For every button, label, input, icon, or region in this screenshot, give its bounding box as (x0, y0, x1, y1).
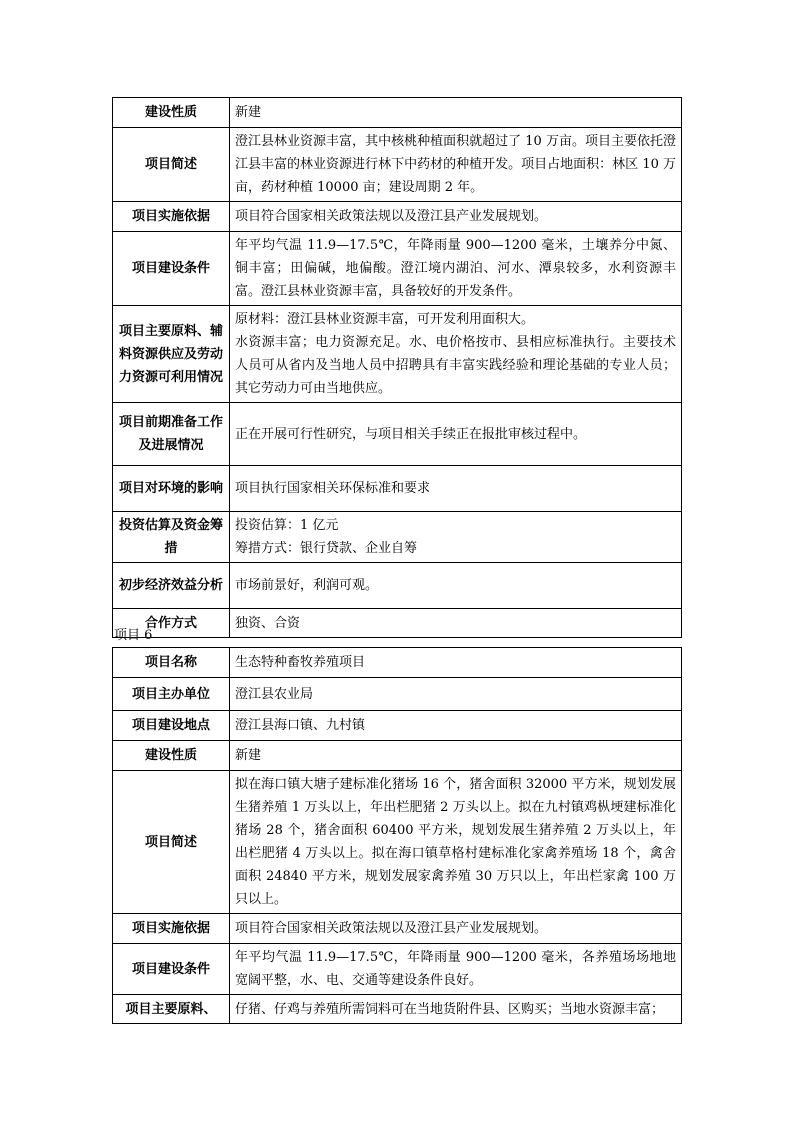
row-label: 项目简述 (113, 128, 230, 202)
row-label: 合作方式 (113, 609, 230, 638)
table-row (113, 403, 682, 466)
table-row (113, 771, 682, 914)
row-label: 项目前期准备工作及进展情况 (113, 403, 230, 466)
value-paragraph: 仔猪、仔鸡与养殖所需饲料可在当地货附件县、区购买；当地水资源丰富； (235, 1001, 665, 1017)
row-label: 项目建设地点 (113, 711, 230, 741)
table-row (113, 609, 682, 638)
table-row (113, 914, 682, 944)
row-value (230, 678, 682, 711)
row-value (230, 403, 682, 466)
table-row (113, 466, 682, 512)
value-paragraph: 项目符合国家相关政策法规以及澄江县产业发展规划。 (235, 921, 548, 936)
section-label: 项目 6 (114, 628, 153, 643)
value-paragraph: 新建 (235, 748, 262, 763)
row-value (230, 944, 682, 995)
table-row (113, 128, 682, 202)
row-label: 项目建设条件 (113, 232, 230, 306)
table-row (113, 232, 682, 306)
row-value (230, 232, 682, 306)
value-paragraph: 项目执行国家相关环保标准和要求 (235, 481, 431, 496)
row-value (230, 914, 682, 944)
row-value (230, 563, 682, 609)
table-row (113, 711, 682, 741)
row-value (230, 306, 682, 403)
value-paragraph: 拟在海口镇大塘子建标准化猪场 16 个，猪舍面积 32000 平方米，规划发展生猪养殖 1 万头以上，年出栏肥猪 2 万头以上。拟在九村镇鸡枞埂建标准化猪场 28 个，猪舍面积 60400 平方米，规划发展生猪养殖 2 万头以上，年出栏肥猪 4 万头以上。拟在海口镇草格村建标准化家禽养殖场 18 个，禽舍面积 24840 平方米，规划发展家禽养殖 30 万只以上，年出栏家禽 100 万只以上。 (235, 777, 676, 907)
row-label: 初步经济效益分析 (113, 563, 230, 609)
row-label: 项目名称 (113, 648, 230, 678)
table-row (113, 678, 682, 711)
row-value (230, 648, 682, 678)
row-label: 项目主要原料、辅料资源供应及劳动力资源可利用情况 (113, 306, 230, 403)
table-row (113, 512, 682, 563)
value-paragraph: 独资、合资 (235, 615, 301, 631)
row-value (230, 202, 682, 232)
row-value (230, 741, 682, 771)
row-value (230, 128, 682, 202)
row-label: 投资估算及资金筹措 (113, 512, 230, 563)
value-paragraph: 项目符合国家相关政策法规以及澄江县产业发展规划。 (235, 209, 548, 224)
table-row (113, 98, 682, 128)
value-paragraph: 澄江县海口镇、九村镇 (235, 718, 366, 733)
value-paragraph: 原材料：澄江县林业资源丰富，可开发利用面积大。 (235, 312, 535, 327)
row-label: 项目建设条件 (113, 944, 230, 995)
row-label: 项目主办单位 (113, 678, 230, 711)
value-paragraph: 生态特种畜牧养殖项目 (235, 655, 366, 670)
value-paragraph: 新建 (235, 105, 262, 120)
project-table-1 (112, 97, 682, 638)
row-value (230, 98, 682, 128)
row-label: 建设性质 (113, 741, 230, 771)
project-table-2 (112, 647, 682, 1024)
row-label: 项目实施依据 (113, 914, 230, 944)
table-row (113, 306, 682, 403)
row-value (230, 466, 682, 512)
table-row (113, 648, 682, 678)
table-row (113, 563, 682, 609)
table-row (113, 995, 682, 1024)
row-value (230, 609, 682, 638)
row-value (230, 995, 682, 1024)
value-paragraph: 正在开展可行性研究，与项目相关手续正在报批审核过程中。 (235, 426, 587, 442)
row-label: 项目主要原料、 (113, 995, 230, 1024)
value-paragraph: 年平均气温 11.9—17.5℃，年降雨量 900—1200 毫米，土壤养分中氮、铜丰富；田偏碱，地偏酸。澄江境内湖泊、河水、潭泉较多，水利资源丰富。澄江县林业资源丰富，具备较好的开发条件。 (235, 238, 676, 299)
row-value (230, 711, 682, 741)
row-label: 建设性质 (113, 98, 230, 128)
row-label: 项目实施依据 (113, 202, 230, 232)
table-row (113, 741, 682, 771)
value-paragraph: 筹措方式：银行贷款、企业自筹 (235, 541, 418, 556)
value-paragraph: 年平均气温 11.9—17.5℃，年降雨量 900—1200 毫米，各养殖场场地地宽阔平整，水、电、交通等建设条件良好。 (235, 950, 676, 988)
row-label: 项目简述 (113, 771, 230, 914)
value-paragraph: 市场前景好，利润可观。 (235, 578, 379, 593)
value-paragraph: 澄江县农业局 (235, 686, 314, 702)
value-paragraph: 投资估算：1 亿元 (235, 518, 339, 533)
row-value (230, 771, 682, 914)
row-value (230, 512, 682, 563)
row-label: 项目对环境的影响 (113, 466, 230, 512)
table-row (113, 202, 682, 232)
value-paragraph: 水资源丰富；电力资源充足。水、电价格按市、县相应标准执行。主要技术人员可从省内及当地人员中招聘具有丰富实践经验和理论基础的专业人员；其它劳动力可由当地供应。 (235, 335, 676, 396)
value-paragraph: 澄江县林业资源丰富，其中核桃种植面积就超过了 10 万亩。项目主要依托澄江县丰富的林业资源进行林下中药材的种植开发。项目占地面积：林区 10 万亩，药材种植 10000 亩；建设周期 2 年。 (235, 134, 676, 195)
table-row (113, 944, 682, 995)
